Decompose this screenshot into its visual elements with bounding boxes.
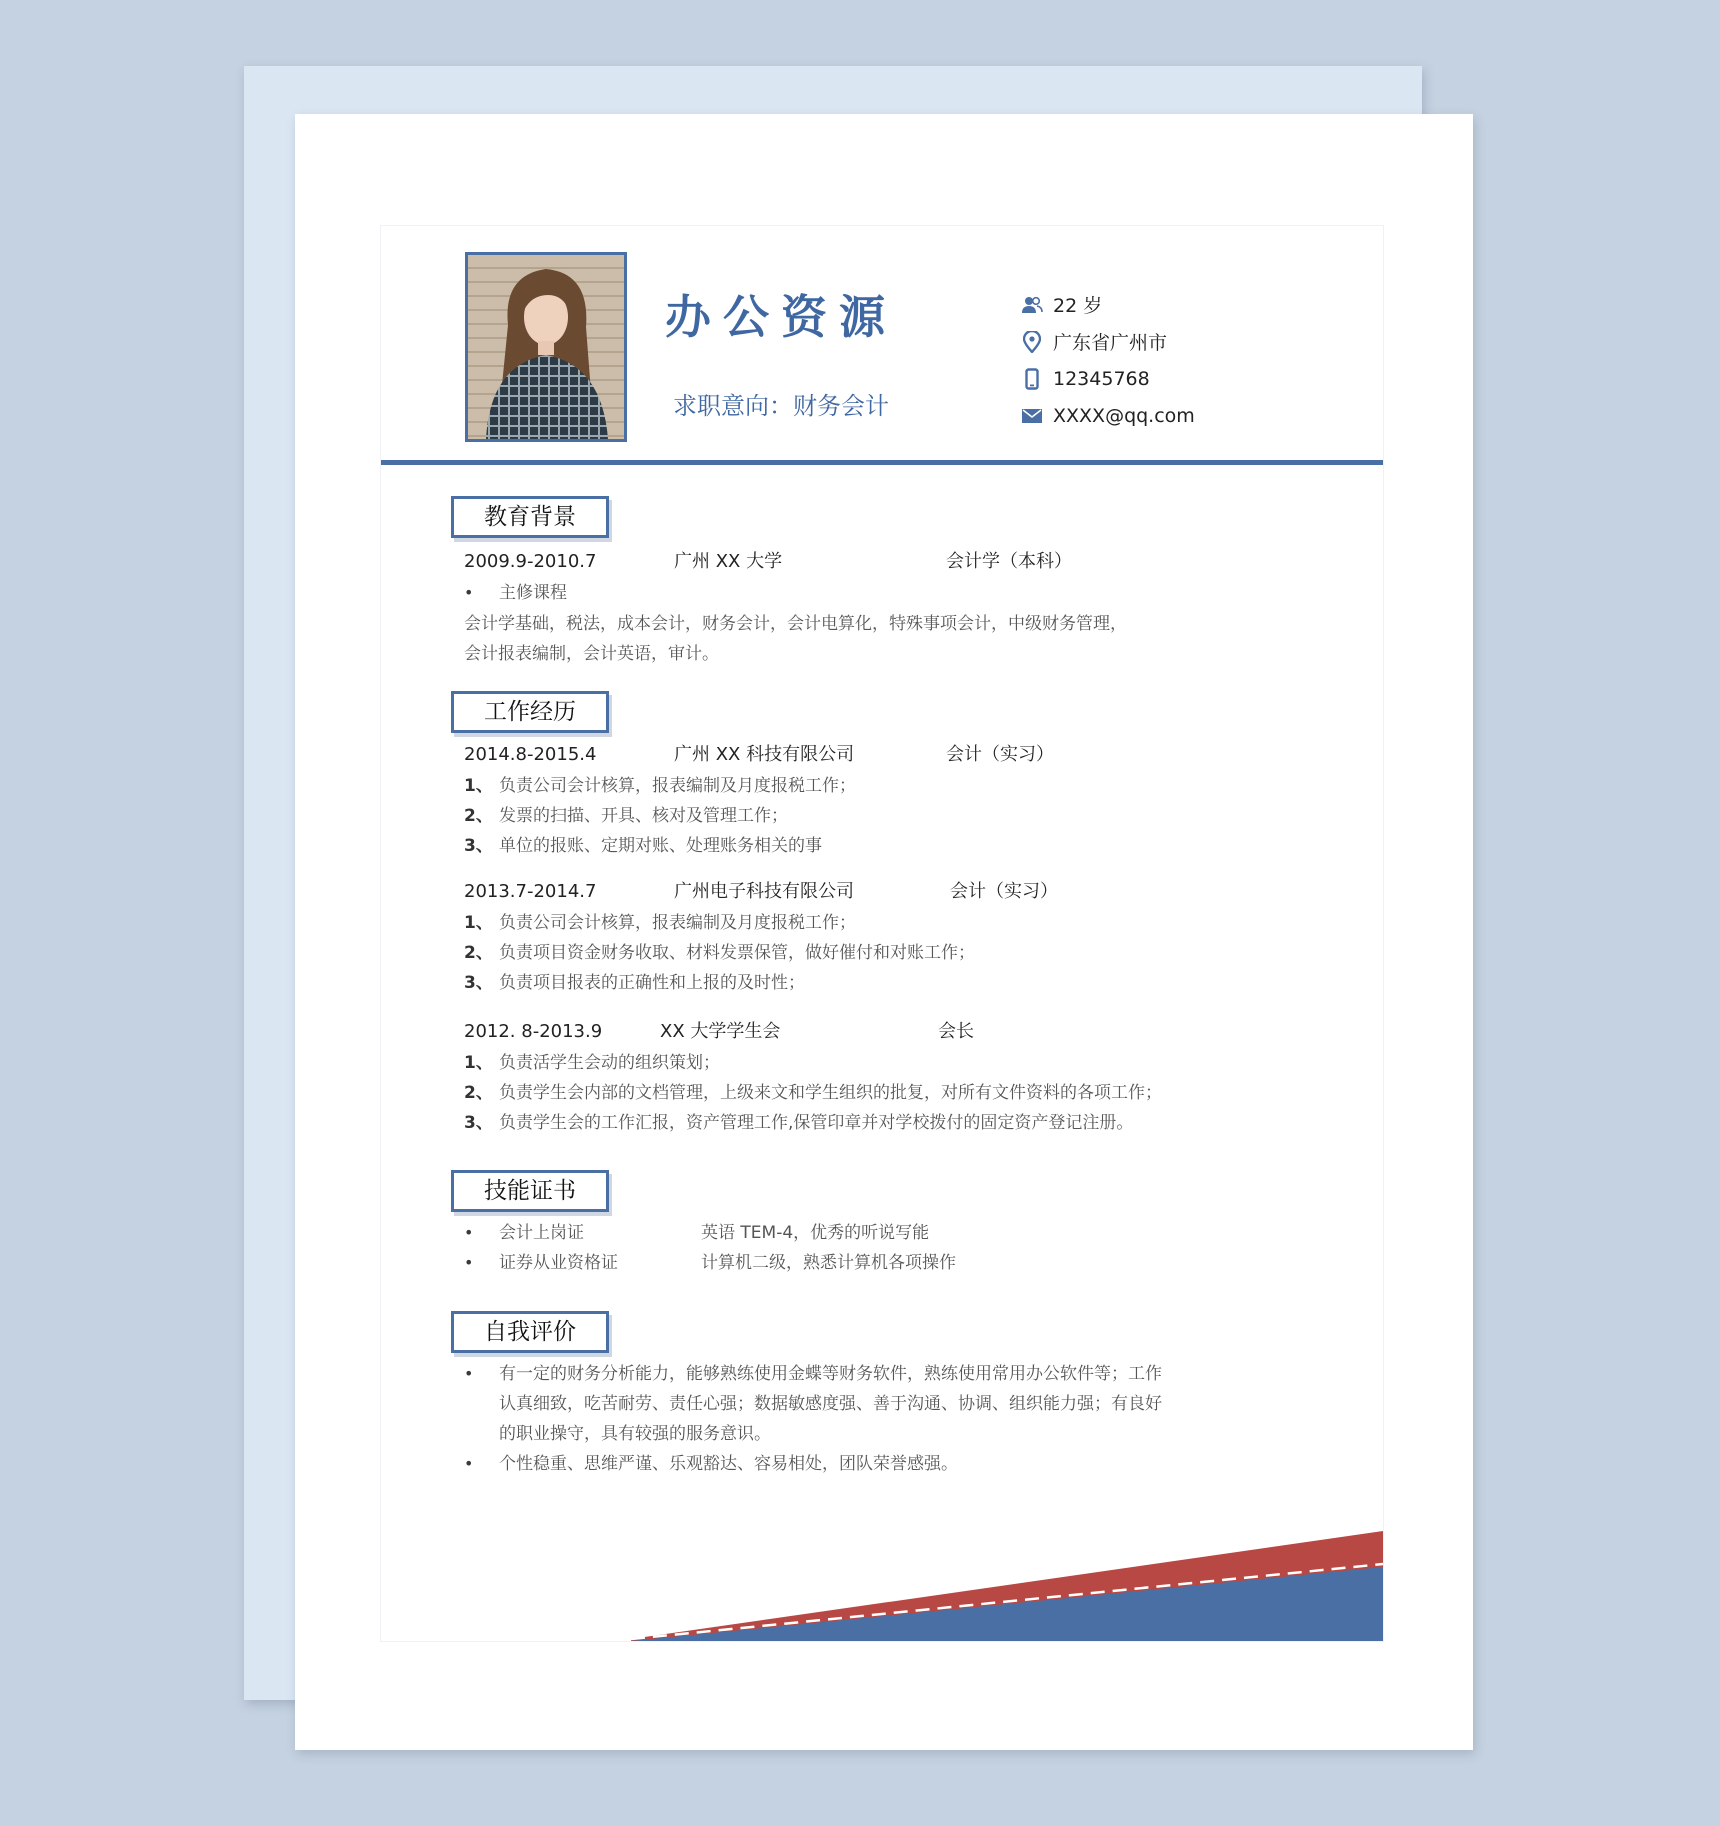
candidate-name: 办公资源 bbox=[665, 290, 897, 344]
contact-email: XXXX@qq.com bbox=[1021, 397, 1195, 434]
section-title-self: 自我评价 bbox=[451, 1311, 609, 1353]
person-icon bbox=[1021, 294, 1043, 316]
contact-age: 22 岁 bbox=[1021, 286, 1195, 323]
section-title-work: 工作经历 bbox=[451, 691, 609, 733]
contact-phone: 12345768 bbox=[1021, 360, 1195, 397]
section-title-education: 教育背景 bbox=[451, 496, 609, 538]
courses-text: 会计学基础，税法，成本会计，财务会计，会计电算化，特殊事项会计，中级财务管理， bbox=[464, 614, 1127, 634]
location-pin-icon bbox=[1021, 331, 1043, 353]
profile-photo bbox=[465, 252, 627, 442]
job-intent: 求职意向：财务会计 bbox=[673, 392, 889, 420]
decorative-stripes bbox=[631, 1531, 1383, 1641]
contact-list bbox=[1021, 286, 1195, 434]
phone-icon bbox=[1021, 368, 1043, 390]
section-title-skills: 技能证书 bbox=[451, 1170, 609, 1212]
courses-text: 会计报表编制，会计英语，审计。 bbox=[464, 644, 719, 664]
resume-page: 办公资源 求职意向：财务会计 22 岁 广东省广州市 12345768 XXXX@qq.com 教育背景 2009.9-2010.7 广州 XX 大学 会计学（本科） • 主修课程 会计学基础，税法，成本会计，财务会计，会计电算化，特殊事项会计，中级财务管理， 会计报表编制，会计英语，审计。 工作经历 2014.8-2015.4 广州 XX 科技有限公司 会计（实习） 1、 负责公司会计核算，报表编制及月度报税工作； 2、 发票的扫描、开具、核对及管理工作； 3、 单位的报账、定期对账、处理账务相关的事 2013.7-2014.7 广州电子科技有限公司 会计（实习） 1、 负责公司会计核算，报表编制及月度报税工作； 2、 负责项目资金财务收取、材料发票保管，做好催付和对账工作； 3、 负责项目报表的正确性和上报的及时性； 2012. 8-2013.9 XX 大学学生会 会长 1、 负责活学生会动的组织策划； 2、 负责学生会内部的文档管理，上级来文和学生组织的批复，对所有文件资料的各项工作； 3、 负责学生会的工作汇报，资产管理工作,保管印章并对学校拨付的固定资产登记注册。 技能证书 • 会计上岗证 英语 TEM-4，优秀的听说写能 • 证券从业资格证 计算机二级，熟悉计算机各项操作 自我评价 • 有一定的财务分析能力，能够熟练使用金蝶等财务软件，熟练使用常用办公软件等；工作 认真细致，吃苦耐劳、责任心强；数据敏感度强、善于沟通、协调、组织能力强；有良好 的职业操守，具有较强的服务意识。 • 个性稳重、思维严谨、乐观豁达、容易相处，团队荣誉感强。 bbox=[380, 225, 1384, 1642]
contact-location: 广东省广州市 bbox=[1021, 323, 1195, 360]
self-eval-text: 有一定的财务分析能力，能够熟练使用金蝶等财务软件，熟练使用常用办公软件等；工作 认真细致，吃苦耐劳、责任心强；数据敏感度强、善于沟通、协调、组织能力强；有良好 的职业操守，具有较强的服务意识。 bbox=[499, 1364, 1162, 1444]
header-divider bbox=[381, 460, 1383, 465]
envelope-icon bbox=[1021, 405, 1043, 427]
